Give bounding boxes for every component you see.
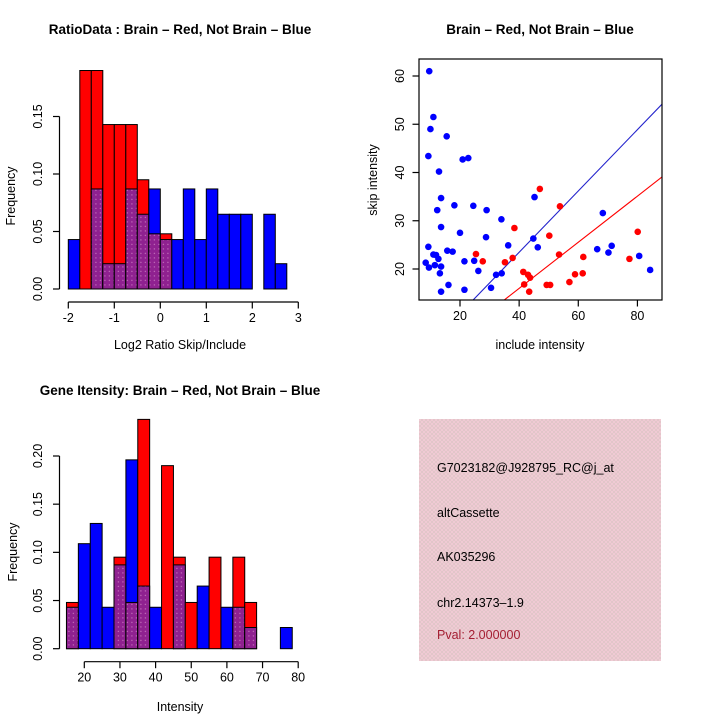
svg-text:20: 20: [453, 309, 467, 323]
svg-text:60: 60: [393, 69, 407, 83]
svg-text:40: 40: [148, 670, 163, 685]
svg-text:50: 50: [393, 117, 407, 132]
svg-text:20: 20: [393, 262, 407, 276]
svg-text:50: 50: [184, 670, 199, 685]
gene-intensity-histogram-plot: [0, 360, 360, 720]
svg-text:0.00: 0.00: [31, 636, 45, 661]
svg-text:60: 60: [571, 309, 586, 323]
svg-text:80: 80: [291, 670, 306, 685]
scatter-xlabel: include intensity: [495, 338, 585, 352]
gene-intensity-ylabel: Frequency: [6, 522, 20, 582]
gene-intensity-xlabel: Intensity: [156, 700, 204, 714]
svg-text:0.15: 0.15: [31, 492, 45, 517]
svg-text:3: 3: [294, 311, 302, 325]
panel-intensity-scatter: [360, 0, 720, 360]
probe-id-text: G7023182@J928795_RC@j_at: [437, 461, 614, 475]
gene-intensity-title: Gene Itensity: Brain – Red, Not Brain – Blue: [39, 383, 321, 398]
ratio-histogram-xlabel: Log2 Ratio Skip/Include: [113, 338, 247, 352]
panel-gene-info: [360, 360, 720, 720]
svg-text:60: 60: [219, 670, 234, 685]
splice-type-text: altCassette: [437, 506, 500, 520]
panel-ratio-histogram: [0, 0, 360, 360]
ratio-histogram-ylabel: Frequency: [4, 166, 18, 226]
gene-info-box: [419, 419, 661, 661]
svg-text:20: 20: [77, 670, 92, 685]
panel-gene-intensity-histogram: [0, 360, 360, 720]
ratio-histogram-title: RatioData : Brain – Red, Not Brain – Blue: [48, 22, 312, 37]
intensity-scatter-plot: [360, 0, 720, 360]
svg-text:80: 80: [630, 309, 645, 323]
svg-text:30: 30: [393, 213, 407, 228]
svg-text:1: 1: [202, 311, 210, 325]
svg-text:-2: -2: [62, 311, 74, 325]
svg-text:0.10: 0.10: [31, 161, 45, 187]
scatter-title: Brain – Red, Not Brain – Blue: [446, 22, 634, 37]
svg-text:0.05: 0.05: [31, 219, 45, 244]
svg-text:0.15: 0.15: [31, 104, 45, 129]
svg-text:70: 70: [255, 670, 270, 685]
svg-text:0.00: 0.00: [31, 276, 45, 302]
accession-text: AK035296: [437, 550, 496, 564]
locus-text: chr2.14373–1.9: [437, 596, 524, 610]
svg-text:0.10: 0.10: [31, 540, 45, 565]
ratio-histogram-plot: [0, 0, 360, 360]
svg-text:0.20: 0.20: [31, 443, 45, 469]
svg-text:0: 0: [156, 311, 164, 325]
svg-text:-1: -1: [108, 311, 120, 325]
svg-text:0.05: 0.05: [31, 588, 45, 613]
pval-text: Pval: 2.000000: [437, 628, 521, 642]
svg-text:30: 30: [112, 670, 127, 685]
svg-text:40: 40: [393, 165, 407, 180]
svg-text:2: 2: [248, 311, 256, 325]
scatter-ylabel: skip intensity: [366, 144, 380, 216]
svg-text:40: 40: [512, 309, 527, 323]
